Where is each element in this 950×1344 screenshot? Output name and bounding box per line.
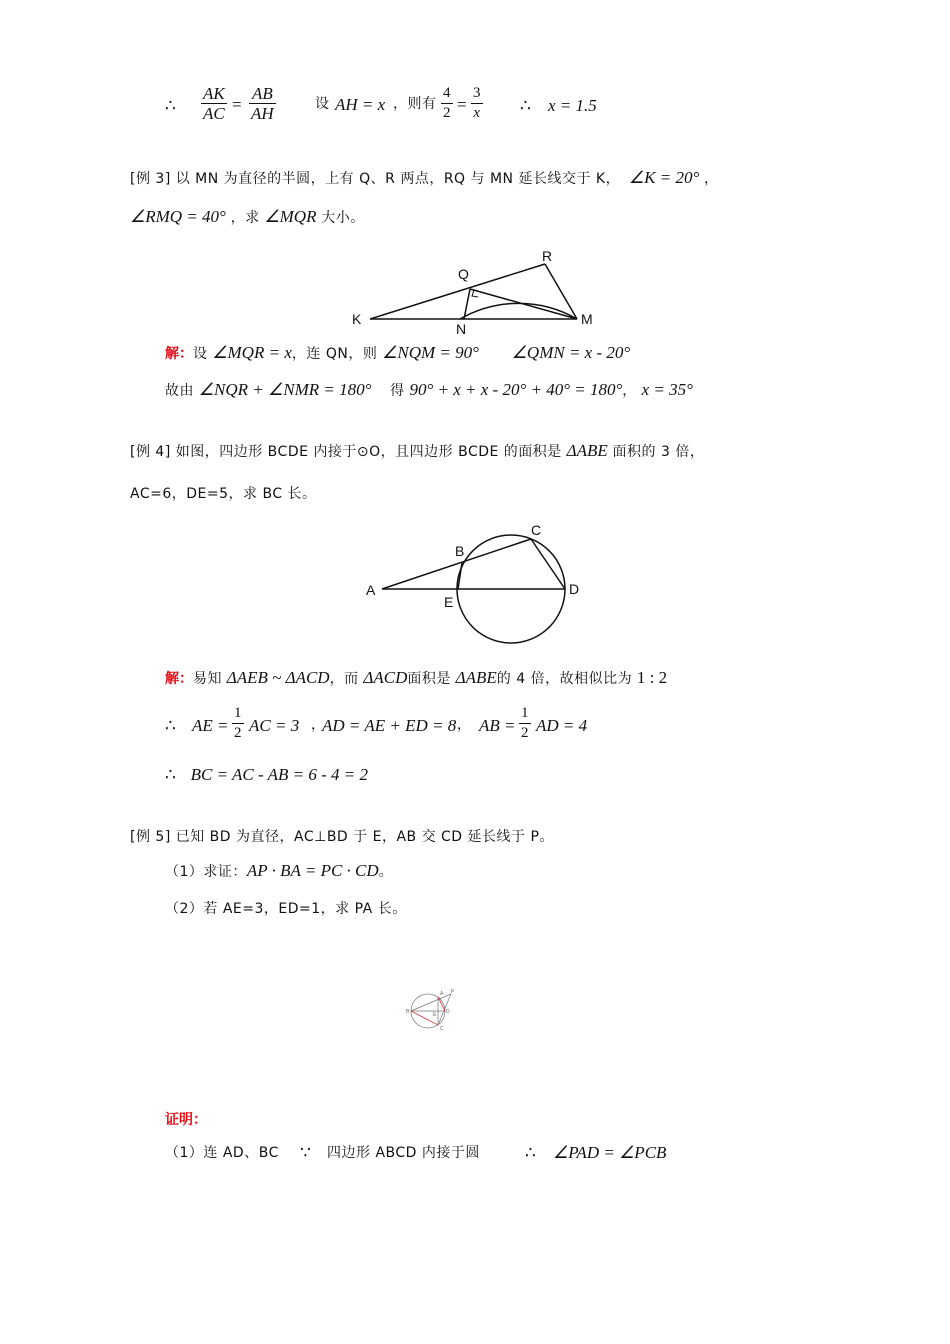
example4-text-end: 面积的 3 倍， [612,444,705,460]
solution-text: 易知 [193,671,222,687]
therefore-symbol: ∴ [165,765,176,785]
math-ad-8: AD = AE + ED = 8 [322,716,457,735]
fraction-one-half [232,704,244,743]
math-ac-3: AC = 3 [249,716,300,735]
label-d: D [446,1009,450,1015]
triangle-abe: ΔABE [566,441,608,460]
label-d: D [569,581,580,597]
label-a: A [366,582,376,598]
math-angle-equality: ∠PAD = ∠PCB [553,1143,667,1162]
fraction-denominator: 2 [521,725,529,741]
label-q: Q [458,266,469,282]
math-qmn: ∠QMN = x - 20° [511,343,631,362]
fraction-numerator: 4 [441,84,453,104]
fraction-4-2 [441,84,453,123]
example4-text: [例 4] 如图，四边形 BCDE 内接于⊙O，且四边形 BCDE 的面积是 [130,444,562,460]
example5-proof-label [165,1109,207,1130]
angle-k-value: ∠K = 20° [628,168,700,187]
therefore-symbol: ∴ [525,1143,536,1163]
example3-end-text: 大小。 [321,210,365,226]
therefore-symbol: ∴ [165,716,176,736]
label-p: P [451,989,455,995]
label-c: C [531,522,542,538]
line-ad-red [438,997,445,1011]
fraction-numerator: AK [203,84,225,103]
punctuation: ， [311,717,326,733]
line-qm [470,289,577,319]
label-b: B [406,1009,410,1015]
label-k: K [352,311,362,327]
circle-abcd [411,994,445,1028]
math-nqm: ∠NQM = 90° [382,343,479,362]
equals-sign: = [457,95,467,114]
solution-text: 的 4 倍，故相似比为 [496,671,633,687]
math-product-identity: AP · BA = PC · CD [246,861,379,880]
result-x: x = 1.5 [548,96,597,115]
label-e: E [433,1012,437,1018]
line-cd [531,539,565,589]
math-x-result: x = 35° [641,380,693,399]
math-bc-result: BC = AC - AB = 6 - 4 = 2 [190,765,368,784]
example4-solution-line1 [165,668,667,689]
example3-ask-text: ，求 [230,210,260,226]
because-symbol: ∵ [300,1143,311,1163]
solution-text: ，而 [329,671,359,687]
fraction-ak-ac [201,84,227,123]
math-equation: 90° + x + x - 20° + 40° = 180° [409,380,623,399]
label-b: B [455,543,465,559]
fraction-ab-ah [249,84,276,123]
label-a: A [440,991,444,997]
therefore-symbol: ∴ [520,96,531,116]
part2-text: （2）若 AE=3，ED=1，求 PA 长。 [165,901,407,917]
solution-text: 设 [193,346,208,362]
proof-reason-text: 四边形 ABCD 内接于圆 [327,1145,480,1161]
example3-text: [例 3] 以 MN 为直径的半圆，上有 Q、R 两点，RQ 与 MN 延长线交于 K， [130,171,621,187]
circle-o [457,535,565,643]
example4-solution-line3 [165,765,368,785]
solution-label: 解： [165,346,193,362]
fraction-denominator: 2 [234,725,242,741]
fraction-3-x [471,84,483,123]
fraction-one-half [519,704,531,743]
punctuation: 。 [378,864,394,880]
fraction-numerator: AB [249,84,276,104]
punctuation: ， [622,383,637,399]
semicircle-arc [460,303,577,319]
example3-solution-line1 [165,343,630,364]
label-r: R [542,248,553,264]
triangle-abe: ΔABE [455,668,497,687]
math-similar-triangles: ΔAEB ~ ΔACD [226,668,330,687]
math-ae: AE = [192,716,229,735]
fraction-denominator: x [473,105,481,121]
line-ap [411,994,451,1011]
right-angle-mark [472,290,478,297]
fraction-numerator: 1 [232,704,244,724]
punctuation: ， [457,717,472,733]
math-angle-sum: ∠NQR + ∠NMR = 180° [198,380,372,399]
solution-text: ，连 QN，则 [291,346,378,362]
line-kr [370,264,545,319]
angle-mqr: ∠MQR [264,207,317,226]
line-be [458,563,462,589]
let-text: 设 [315,96,330,112]
proof-step-text: （1）连 AD、BC [165,1145,279,1161]
fraction-denominator: AC [203,104,225,123]
proof-label: 证明： [165,1112,207,1128]
solution-text: 故由 [165,383,194,399]
equals-sign: = [232,95,242,114]
fraction-numerator: 1 [519,704,531,724]
fraction-numerator: 3 [471,84,483,104]
line-cp [438,994,451,1025]
solution-text: 得 [390,383,405,399]
example5-part1 [165,861,393,882]
angle-rmq-value: ∠RMQ = 40° [130,207,226,226]
solution-text: 面积是 [407,671,451,687]
line-ac [382,539,531,589]
example3-statement-line1 [130,168,719,189]
example5-statement [130,826,554,847]
therefore-symbol: ∴ [165,96,176,116]
math-ad-4: AD = 4 [536,716,588,735]
label-n: N [456,321,467,337]
math-mqr-eq-x: ∠MQR = x [212,343,292,362]
line-rm [545,264,577,319]
example5-part2 [165,898,407,919]
math-ab: AB = [479,716,516,735]
fraction-denominator: AH [251,104,274,123]
solution-label: 解： [165,671,193,687]
part1-label: （1）求证： [165,864,247,880]
line-qn [464,289,470,319]
let-expression: AH = x [335,95,386,114]
example4-statement-line2 [130,483,317,504]
label-m: M [581,311,593,327]
similarity-ratio: 1 : 2 [636,668,668,687]
line-bc-red [411,1011,438,1025]
punctuation: ， [704,171,719,187]
then-text: ，则有 [393,96,437,112]
example3-solution-line2 [165,380,693,401]
example4-statement-line1 [130,441,704,462]
label-c: C [440,1026,444,1032]
triangle-acd: ΔACD [363,668,408,687]
example5-text: [例 5] 已知 BD 为直径，AC⊥BD 于 E，AB 交 CD 延长线于 P。 [130,829,554,845]
example4-given: AC=6，DE=5，求 BC 长。 [130,486,317,502]
label-e: E [444,594,454,610]
fraction-denominator: 2 [443,105,451,121]
example3-statement-line2 [130,207,365,228]
